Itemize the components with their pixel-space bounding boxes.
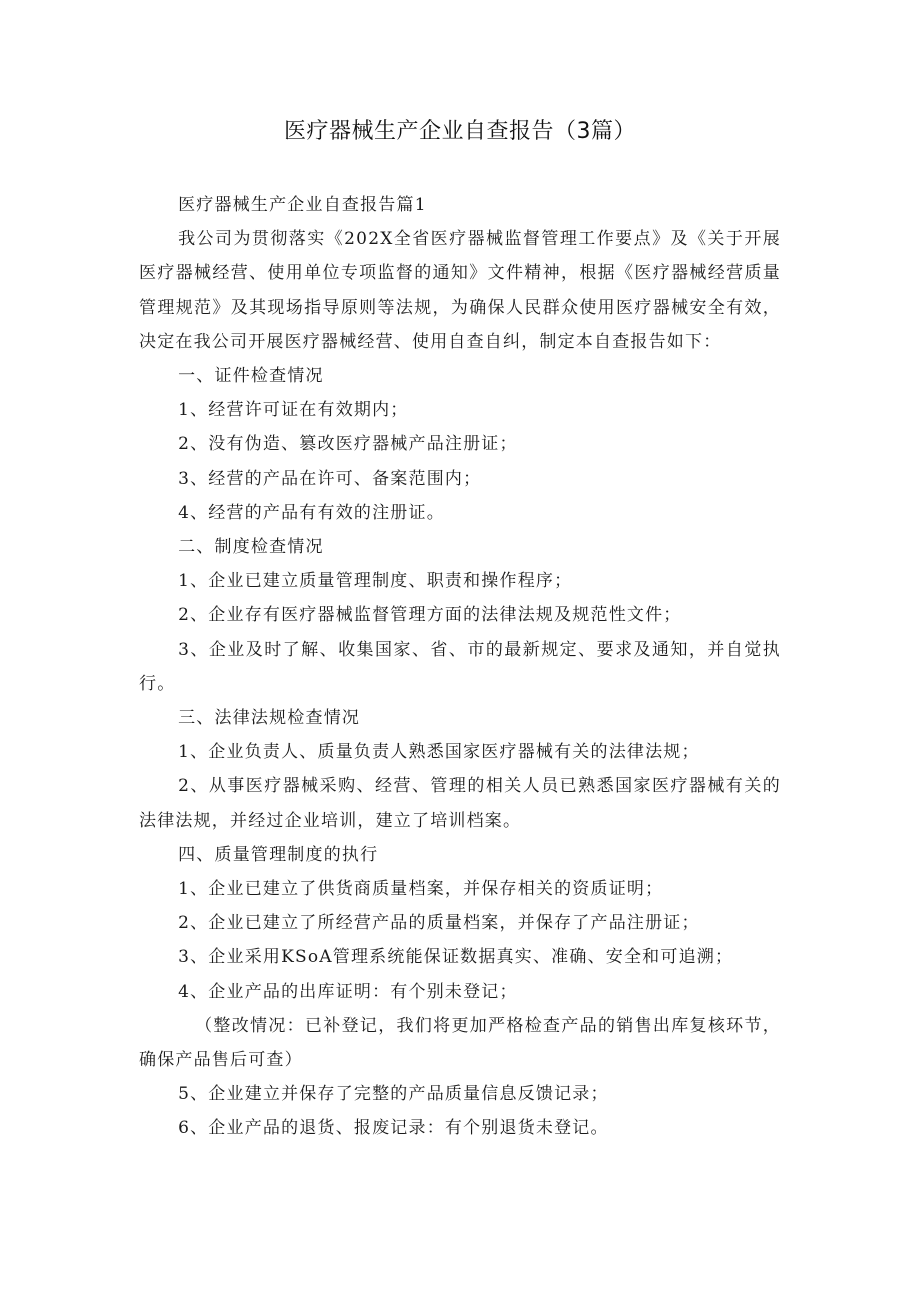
section-heading: 二、制度检查情况	[178, 537, 324, 558]
list-item: 2、企业存有医疗器械监督管理方面的法律法规及规范性文件；	[178, 605, 682, 626]
document-body	[139, 188, 781, 1146]
section-heading: 医疗器械生产企业自查报告篇1	[178, 195, 427, 215]
section-heading: 四、质量管理制度的执行	[178, 844, 379, 865]
list-item: 6、企业产品的退货、报废记录：有个别退货未登记。	[178, 1118, 609, 1139]
list-item: 3、企业采用KSoA管理系统能保证数据真实、准确、安全和可追溯；	[178, 947, 734, 968]
list-item: 2、企业已建立了所经营产品的质量档案，并保存了产品注册证；	[178, 913, 700, 934]
list-item: 2、没有伪造、篡改医疗器械产品注册证；	[178, 434, 518, 455]
section-heading: 一、证件检查情况	[178, 366, 324, 387]
list-item: 4、经营的产品有有效的注册证。	[178, 502, 445, 523]
list-item: 1、企业负责人、质量负责人熟悉国家医疗器械有关的法律法规；	[178, 742, 700, 763]
list-item: 1、企业已建立质量管理制度、职责和操作程序；	[178, 571, 573, 592]
list-item: 1、经营许可证在有效期内；	[178, 400, 409, 421]
intro-paragraph: 我公司为贯彻落实《202X全省医疗器械监督管理工作要点》及《关于开展医疗器械经营、使用单位专项监督的通知》文件精神，根据《医疗器械经营质量管理规范》及其现场指导原则等法规，为确保人民群众使用医疗器械安全有效，决定在我公司开展医疗器械经营、使用自查自纠，制定本自查报告如下：	[139, 229, 781, 352]
list-item: 4、企业产品的出库证明：有个别未登记；	[178, 981, 518, 1002]
list-item: 1、企业已建立了供货商质量档案，并保存相关的资质证明；	[178, 879, 664, 900]
list-item: 5、企业建立并保存了完整的产品质量信息反馈记录；	[178, 1084, 609, 1105]
document-title: 医疗器械生产企业自查报告（3篇）	[284, 119, 636, 144]
list-item: 3、企业及时了解、收集国家、省、市的最新规定、要求及通知，并自觉执行。	[139, 639, 781, 694]
rectification-note: （整改情况：已补登记，我们将更加严格检查产品的销售出库复核环节，确保产品售后可查）	[139, 1015, 781, 1071]
section-heading: 三、法律法规检查情况	[178, 708, 361, 729]
list-item: 2、从事医疗器械采购、经营、管理的相关人员已熟悉国家医疗器械有关的法律法规，并经过企业培训，建立了培训档案。	[139, 776, 781, 831]
list-item: 3、经营的产品在许可、备案范围内；	[178, 468, 482, 489]
